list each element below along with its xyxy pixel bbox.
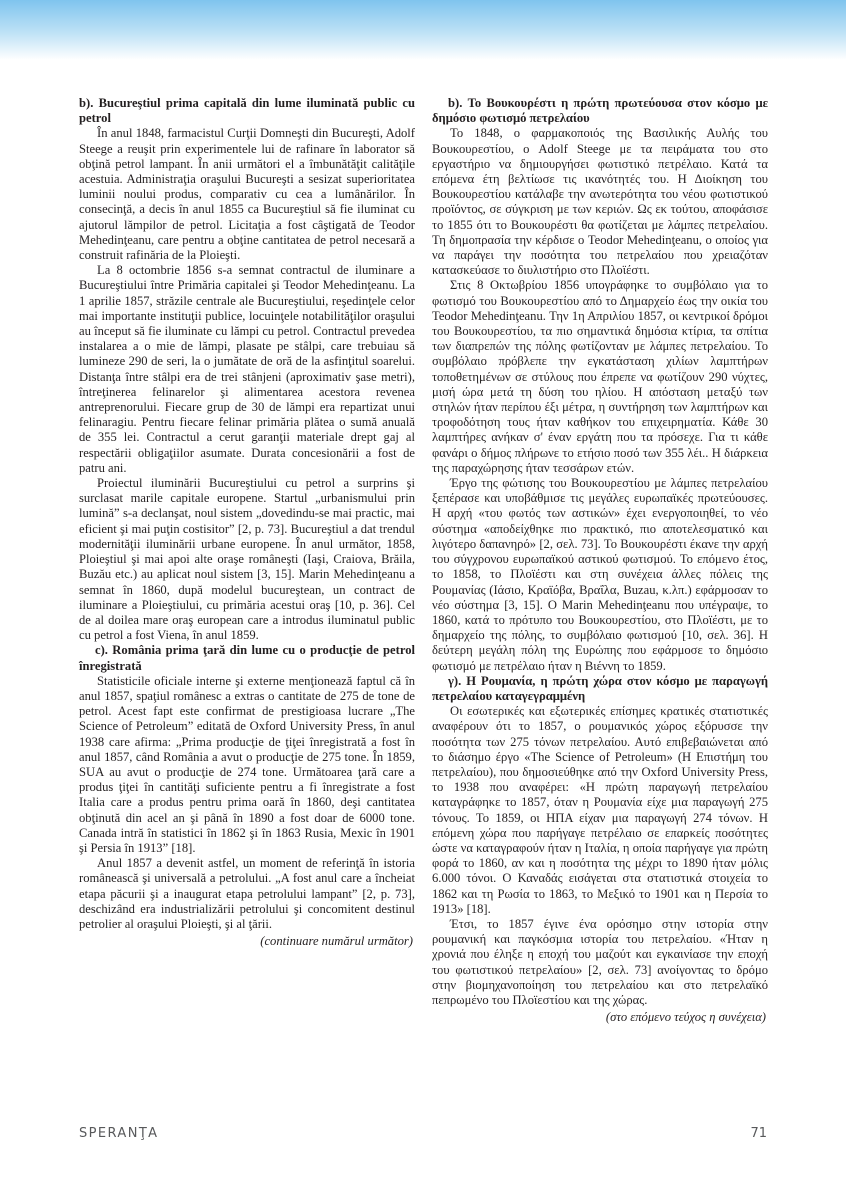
paragraph: În anul 1848, farmacistul Curţii Domneşti din Bucureşti, Adolf Steege a reuşit prin experimentele lui de rafinare în laborator să obţină petrol lampant. În anii următori el a îmbunătăţit calităţile acestuia. Administraţia oraşului Bucureşti a sesizat superioritatea luminii noului produs, comparativ cu cea a lumânărilor. În consecinţă, a decis în anul 1855 ca Bucureştiul să fie iluminat cu ajutorul lămpilor de petrol. Licitaţia a fost câştigată de Teodor Mehedinţeanu, care pentru a obţine cantitatea de petrol necesară a construit rafinăria de la Ploieşti. bbox=[79, 126, 415, 263]
section-b-heading-el: b). Το Βουκουρέστι η πρώτη πρωτεύουσα στον κόσμο με δημόσιο φωτισμό πετρελαίου bbox=[432, 96, 768, 126]
paragraph: Statisticile oficiale interne şi externe menţionează faptul că în anul 1857, spaţiul românesc a extras o cantitate de 275 de tone de petrol. Acest fapt este confirmat de prestigioasa lucrare „The Science of Petroleum” editată de Oxford University Press, în anul 1938 care afirma: „Prima producţie de ţiţei înregistrată a fost în anul 1857, când România a avut o producţie de 275 tone. În 1859, SUA au avut o producţie de 274 tone. Următoarea ţară care a produs ţiţei în cantităţi suficiente pentru a fi înregistrate a fost Italia care a produs pentru prima oară în 1860, deşi cantitatea obţinută din acel an şi până în 1890 a fost doar de 6000 tone. Canada intră în statistici în 1862 şi în 1863 Rusia, Mexic în 1901 şi Persia în 1913” [18]. bbox=[79, 673, 415, 855]
paragraph: La 8 octombrie 1856 s-a semnat contractul de iluminare a Bucureştiului între Primăria capitalei şi Teodor Mehedinţeanu. La 1 aprilie 1857, străzile centrale ale Bucureştiului, reşedinţele celor mai importante instituţii publice, locuinţele notabilităţilor oraşului au început să fie iluminate cu lămpi cu petrol. Contractul prevedea instalarea a o mie de lămpi, plasate pe stâlpi, care trebuiau să lumineze 290 de seri, la o jumătate de oră de la asfinţitul soarelui. Distanţa între stâlpi era de trei stânjeni (aproximativ şase metri), întreţinerea felinarelor şi alimentarea acestora revenea antreprenorului. Fiecare grup de 30 de lămpi era repartizat unui felinaragiu. Pentru fiecare felinar primăria plătea o sumă anuală de 355 lei. Contractul a cerut garanţii materiale drept gaj al respectării obligaţiilor asumate. Durata concesionării a fost de patru ani. bbox=[79, 263, 415, 475]
paragraph: Το 1848, ο φαρμακοποιός της Βασιλικής Αυλής του Βουκουρεστίου, ο Adolf Steege με τα πειράματα του στο εργαστήριο να δημιουργήσει φωτιστικό πετρέλαιο. Κατά τα επόμενα έτη βελτίωσε τις ικανότητές του. Η Διοίκηση του Βουκουρεστίου κατάλαβε την ανωτερότητα του νέου φωτιστικού προϊόντος, σε σύγκριση με των κεριών. Ως εκ τούτου, αποφάσισε το 1855 ότι το Βουκουρέστι θα φωτίζεται με λάμπες πετρελαίου. Τη δημοπρασία την κέρδισε ο Teodor Mehedinţeanu, ο οποίος για να παράγει την ποσότητα του πετρελαίου που χρειαζόταν κατασκεύασε το διυλιστήριο στο Πλοϊέστι. bbox=[432, 126, 768, 278]
section-c-heading-ro: c). România prima ţară din lume cu o producţie de petrol înregistrată bbox=[79, 643, 415, 673]
continuation-note-el: (στο επόμενο τεύχος η συνέχεια) bbox=[605, 1010, 766, 1025]
section-b-heading-ro: b). Bucureştiul prima capitală din lume iluminată public cu petrol bbox=[79, 96, 415, 126]
paragraph: Έτσι, το 1857 έγινε ένα ορόσημο στην ιστορία στην ρουμανική και παγκόσμια ιστορία του πετρελαίου. «Ήταν η χρονιά που έληξε η εποχή του μαζούτ και εγκαινίασε την εποχή του φωτιστικού πετρελαίου» [2, σελ. 73] ανοίγοντας το δρόμο στην βιομηχανοποίηση του πετρελαίου και στο πετρελαϊκό πεπρωμένο του Πλοϊεστίου και της χώρας. bbox=[432, 916, 768, 1007]
header-gradient-band bbox=[0, 0, 846, 60]
magazine-name: SPERANŢA bbox=[79, 1126, 159, 1141]
continuation-note-ro: (continuare numărul următor) bbox=[260, 934, 413, 949]
paragraph: Anul 1857 a devenit astfel, un moment de referinţă în istoria românească şi universală a petrolului. „A fost anul care a încheiat etapa păcurii şi a inaugurat etapa petrolului lampant” [2, p. 73], deschizând era industrializării petrolului şi concomitent destinul petrolier al oraşului Ploieşti, şi al ţării. bbox=[79, 856, 415, 931]
paragraph: Στις 8 Οκτωβρίου 1856 υπογράφηκε το συμβόλαιο για το φωτισμό του Βουκουρεστίου από το Δημαρχείο έως την οικία του Teodor Mehedinţeanu. Την 1η Απριλίου 1857, οι κεντρικοί δρόμοι του Βουκουρεστίου, τα πιο σημαντικά δημόσια κτίρια, τα σπίτια των διαπρεπών της πόλης φωτίζονταν με λάμπες πετρελαίου. Το συμβόλαιο πρόβλεπε την εγκατάσταση χιλίων λαμπτήρων τοποθετημένων σε στύλους που έπρεπε να φωτίζουν 290 νύχτες, μισή ώρα μετά τη δύση του ηλίου. Η απόσταση μεταξύ των στηλών ήταν περίπου έξι μέτρα, η συντήρηση των λαμπτήρων και τροφοδότηση τους ήταν καθήκον του επιχειρηματία. Κάθε 30 λαμπτήρες ανήκαν σ' έναν εργάτη που τα πρόσεχε. Για τι κάθε φανάρι ο δήμος πλήρωνε το ετήσιο ποσό των 355 λέι.. Η διάρκεια της παραχώρησης ήταν τεσσάρων ετών. bbox=[432, 278, 768, 475]
greek-column bbox=[432, 96, 768, 1025]
page-number: 71 bbox=[750, 1126, 767, 1141]
section-c-heading-el: γ). Η Ρουμανία, η πρώτη χώρα στον κόσμο με παραγωγή πετρελαίου καταγεγραμμένη bbox=[432, 673, 768, 703]
romanian-column bbox=[79, 96, 415, 949]
paragraph: Έργο της φώτισης του Βουκουρεστίου με λάμπες πετρελαίου ξεπέρασε και υποβάθμισε τις μεγάλες ευρωπαϊκές πρωτεύουσες. Η αρχή «του φωτός των αστικών» έχει ενεργοποιηθεί, το νέο σύστημα «αποδείχθηκε πιο πρακτικό, πιο αποτελεσματικό και λιγότερο δαπανηρό» [2, σελ. 73]. Το Βουκουρέστι έκανε την αρχή του σύγχρονου ευρωπαϊκού αστικού φωτισμού. Το επόμενο έτος, το 1858, το Πλοϊέστι και στη συνέχεια άλλες πόλεις της Ρουμανίας (Ιάσιο, Κραϊόβα, Βραΐλα, Buzau, κ.λπ.) εφάρμοσαν το νέο σύστημα [3, 15]. Ο Marin Mehedinţeanu που υπέγραψε, το 1860, κατά το πρότυπο του Βουκουρεστίου, στο Πλοϊέστι, με το δημαρχείο της πόλης, το συμβόλαιο φωτισμού [10, σελ. 36]. Η δεύτερη μεγάλη πόλη της Ευρώπης που εφάρμοσε το δημόσιο φωτισμό με πετρέλαιο ήταν η Βιέννη το 1859. bbox=[432, 476, 768, 673]
paragraph: Proiectul iluminării Bucureştiului cu petrol a surprins şi surclasat marile capitale europene. Startul „urbanismului prin lumină” s-a declanşat, noul sistem „dovedindu-se mai practic, mai eficient şi mai puţin costisitor” [2, p. 73]. Bucureştiul a dat trendul modernităţii iluminării urbane europene. În anul următor, 1858, Ploieştiul şi mai apoi alte oraşe româneşti (Iaşi, Craiova, Brăila, Buzău etc.) au aplicat noul sistem [3, 15]. Marin Mehedinţeanu a semnat în 1860, după modelul bucureştean, un contract de iluminare a Ploieştiului, cu primăria acestui oraş [10, p. 36]. Cel de al doilea mare oraş european care a introdus iluminatul public cu petrol a fost Viena, în anul 1859. bbox=[79, 476, 415, 643]
page-footer bbox=[79, 1126, 767, 1146]
paragraph: Οι εσωτερικές και εξωτερικές επίσημες κρατικές στατιστικές αναφέρουν ότι το 1857, ο ρουμανικός χώρος εξόρυσσε την ποσότητα των 275 τόνων πετρελαίου. Αυτό επιβεβαιώνεται από το διάσημο έργο «The Science of Petroleum» (Η Επιστήμη του πετρελαίου), που δημοσιεύθηκε από την Oxford University Press, το 1938 που αναφέρει: «Η πρώτη παραγωγή πετρελαίου καταγράφηκε το 1857, όταν η Ρουμανία είχε μια παραγωγή 275 τόνους. Το 1859, οι ΗΠΑ είχαν μια παραγωγή 274 τόνων. Η επόμενη χώρα που παρήγαγε πετρέλαιο σε επαρκείς ποσότητες ώστε να καταγραφούν ήταν η Ιταλία, η οποία παρήγαγε για πρώτη φορά το 1860, αν και η ποσότητα της μέχρι το 1890 ήταν μόλις 6.000 τόνοι. Ο Καναδάς εισάγεται στα στατιστικά στοιχεία το 1862 και τη Ρωσία το 1863, το Μεξικό το 1901 και η Περσία το 1913» [18]. bbox=[432, 704, 768, 916]
